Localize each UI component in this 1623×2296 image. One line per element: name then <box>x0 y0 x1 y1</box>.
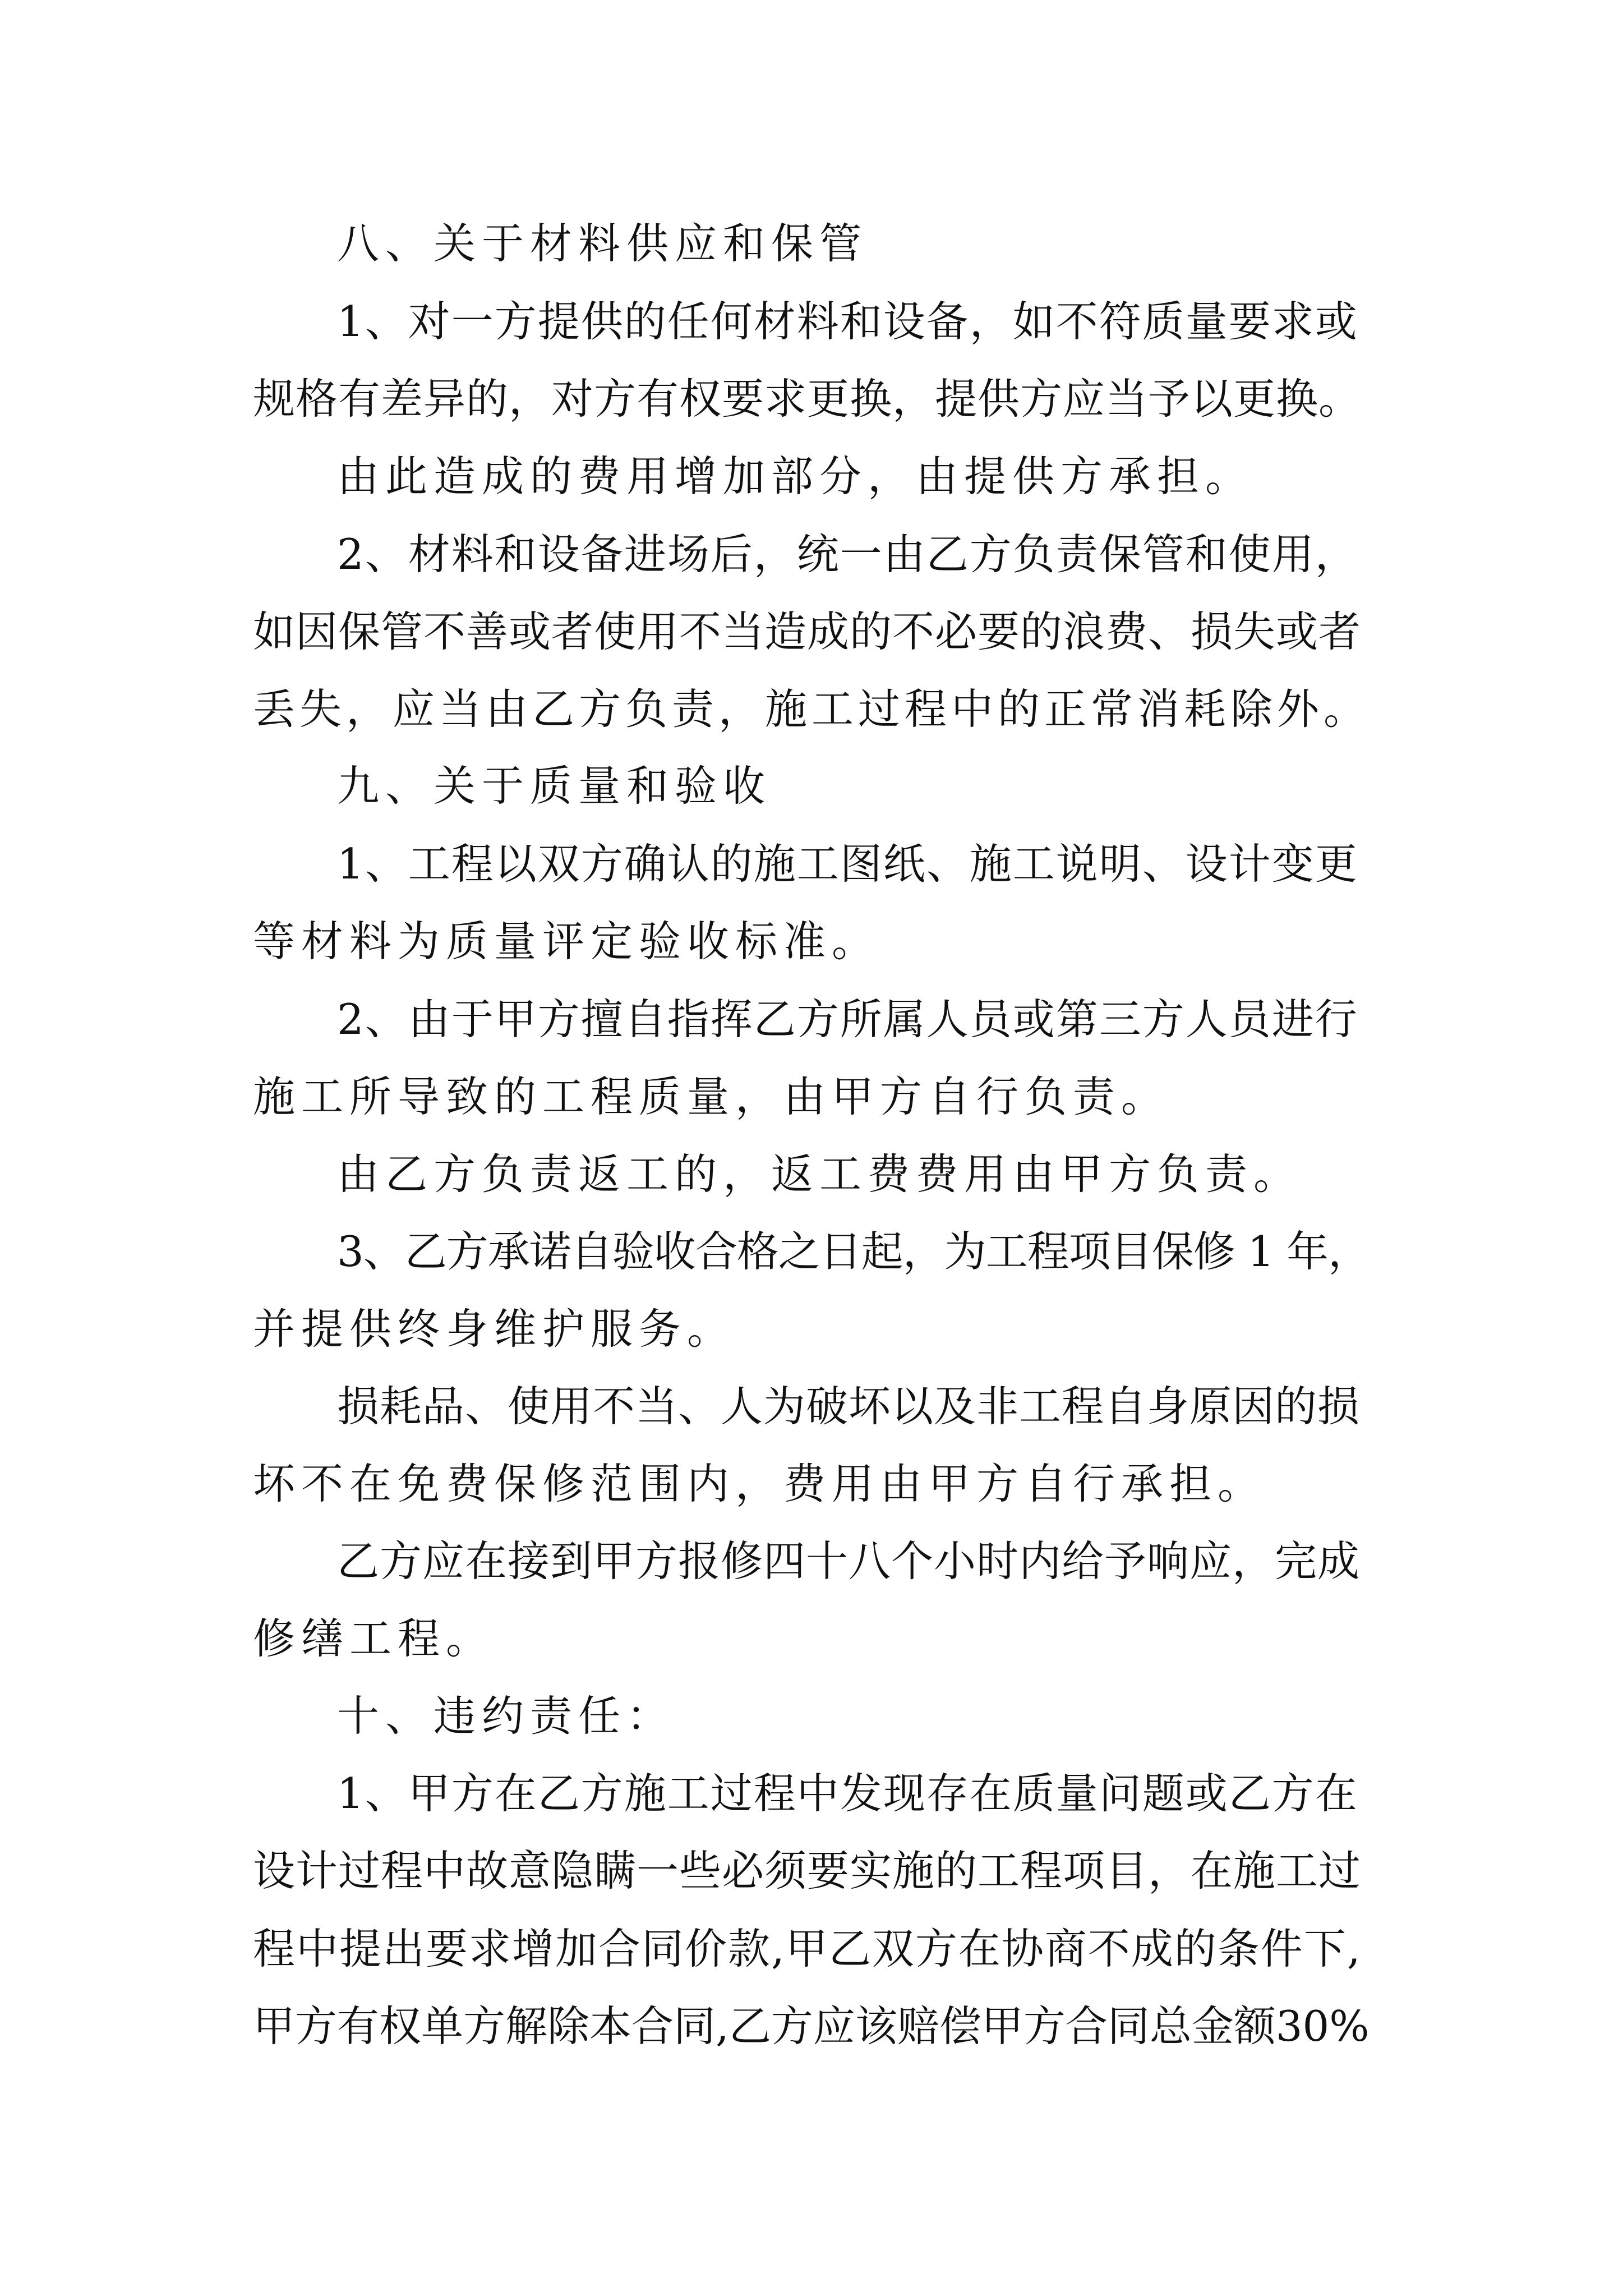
paragraph-line: 1、工程以双方确认的施工图纸、施工说明、设计变更 <box>337 839 1358 889</box>
section-heading-quality: 九、关于质量和验收 <box>337 761 772 811</box>
paragraph-line: 3、乙方承诺自验收合格之日起，为工程项目保修 1 年， <box>337 1227 1370 1276</box>
section-heading-materials: 八、关于材料供应和保管 <box>337 219 868 268</box>
paragraph-line: 等材料为质量评定验收标准。 <box>253 917 880 966</box>
paragraph-line: 并提供终身维护服务。 <box>253 1304 736 1354</box>
paragraph-line: 2、由于甲方擅自指挥乙方所属人员或第三方人员进行 <box>337 995 1358 1044</box>
paragraph-line: 由乙方负责返工的，返工费费用由甲方负责。 <box>337 1149 1302 1199</box>
paragraph-line: 1、对一方提供的任何材料和设备，如不符质量要求或 <box>337 297 1358 346</box>
paragraph-line: 损耗品、使用不当、人为破坏以及非工程自身原因的损 <box>337 1382 1361 1431</box>
section-heading-liability: 十、违约责任： <box>337 1691 675 1741</box>
paragraph-line: 规格有差异的，对方有权要求更换，提供方应当予以更换。 <box>253 374 1362 424</box>
paragraph-line: 设计过程中故意隐瞒一些必须要实施的工程项目，在施工过 <box>253 1846 1362 1895</box>
paragraph-line: 如因保管不善或者使用不当造成的不必要的浪费、损失或者 <box>253 607 1362 656</box>
paragraph-line: 1、甲方在乙方施工过程中发现存在质量问题或乙方在 <box>337 1769 1358 1818</box>
paragraph-line: 乙方应在接到甲方报修四十八个小时内给予响应，完成 <box>337 1536 1361 1586</box>
paragraph-line: 程中提出要求增加合同价款,甲乙双方在协商不成的条件下, <box>253 1924 1362 1973</box>
paragraph-line: 由此造成的费用增加部分，由提供方承担。 <box>337 452 1254 501</box>
paragraph-line: 2、材料和设备进场后，统一由乙方负责保管和使用， <box>337 530 1358 579</box>
paragraph-line: 甲方有权单方解除本合同,乙方应该赔偿甲方合同总金额30% <box>253 2001 1370 2051</box>
paragraph-line: 坏不在免费保修范围内，费用由甲方自行承担。 <box>253 1459 1266 1508</box>
paragraph-line: 修缮工程。 <box>253 1614 495 1663</box>
paragraph-line: 施工所导致的工程质量，由甲方自行负责。 <box>253 1072 1170 1121</box>
paragraph-line: 丢失，应当由乙方负责，施工过程中的正常消耗除外。 <box>253 684 1371 734</box>
